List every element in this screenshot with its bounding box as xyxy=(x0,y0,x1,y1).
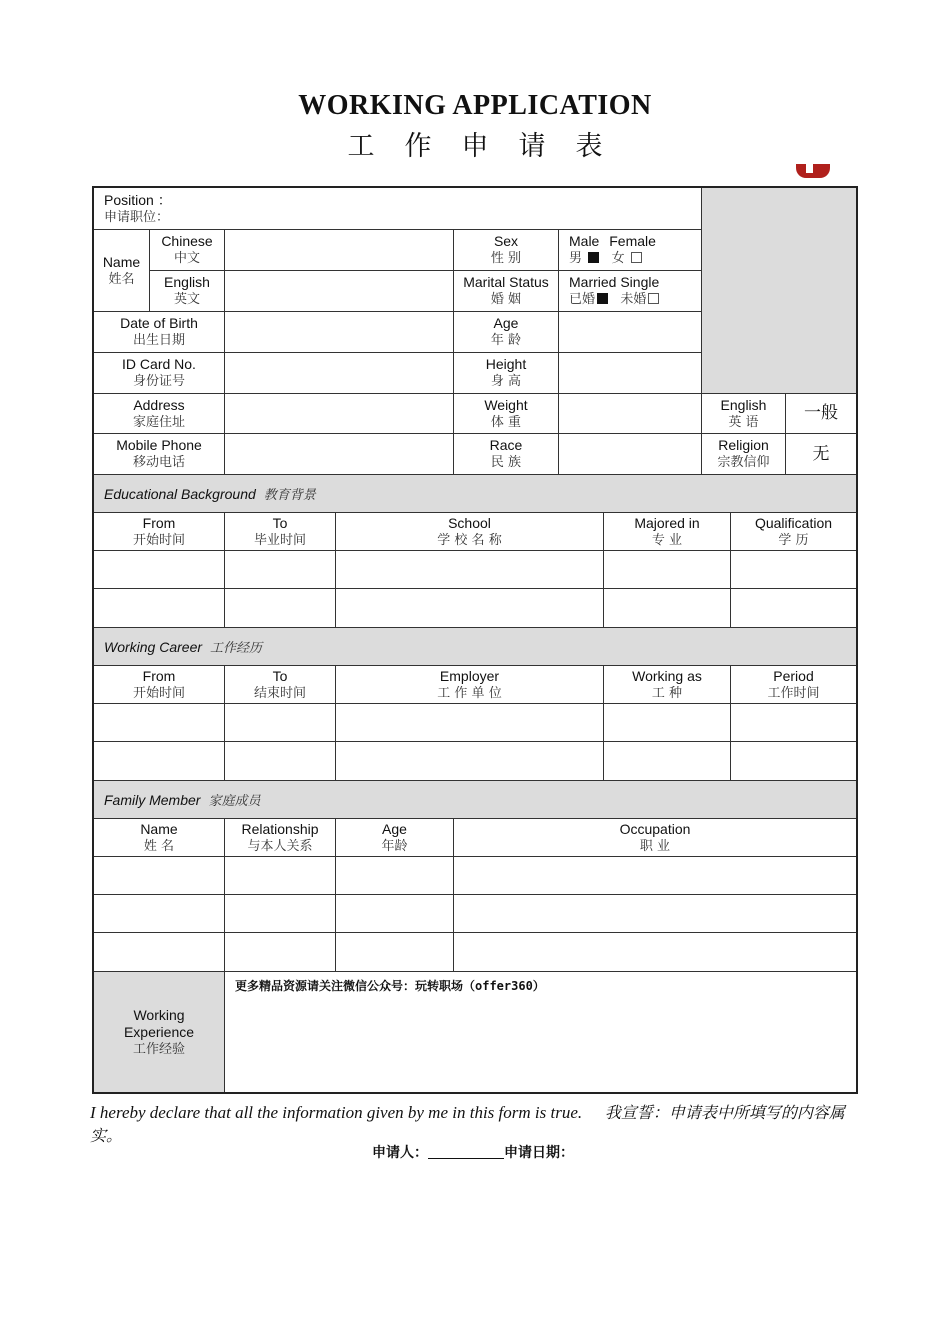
chinese-label-cn: 中文 xyxy=(173,251,200,266)
id-label: ID Card No. xyxy=(122,356,196,372)
marital-options xyxy=(559,271,702,312)
career-cell[interactable] xyxy=(731,704,856,742)
family-cell[interactable] xyxy=(454,895,856,933)
address-label-cell xyxy=(94,394,225,434)
career-col-period-cn: 工作时间 xyxy=(767,685,820,701)
edu-col-major-cn: 专 业 xyxy=(651,532,683,548)
edu-cell[interactable] xyxy=(731,551,856,589)
english-level-label-cell xyxy=(702,394,786,434)
chinese-label-cell xyxy=(150,230,225,271)
address-label: Address xyxy=(133,396,185,413)
height-label: Height xyxy=(485,356,527,372)
edu-cell[interactable] xyxy=(94,589,225,628)
career-cell[interactable] xyxy=(225,742,336,781)
experience-label-cn: 工作经验 xyxy=(132,1041,185,1057)
edu-col-qualification xyxy=(731,513,856,551)
female-checkbox[interactable] xyxy=(631,252,642,263)
declaration-cn: 我宣誓：申请表中所填写的内容属实。 xyxy=(90,1103,845,1145)
career-title-cn: 工作经历 xyxy=(210,641,263,656)
edu-col-to-en: To xyxy=(272,514,288,531)
family-col-age-en: Age xyxy=(382,820,407,837)
weight-label-cn: 体 重 xyxy=(490,414,522,430)
sex-options xyxy=(559,230,702,271)
marital-single-label: 未婚 xyxy=(620,292,647,307)
mobile-label: Mobile Phone xyxy=(116,437,202,453)
edu-col-qualification-en: Qualification xyxy=(754,514,833,531)
education-header xyxy=(94,475,856,513)
edu-cell[interactable] xyxy=(225,551,336,589)
edu-col-school-en: School xyxy=(448,514,491,531)
family-header xyxy=(94,781,856,819)
career-cell[interactable] xyxy=(604,704,731,742)
table-row xyxy=(94,589,856,628)
name-label: Name xyxy=(102,253,141,270)
family-cell[interactable] xyxy=(94,895,225,933)
family-cell[interactable] xyxy=(336,933,454,972)
age-label: Age xyxy=(493,315,519,331)
career-header xyxy=(94,628,856,666)
mobile-label-cell xyxy=(94,434,225,475)
single-checkbox[interactable] xyxy=(648,293,659,304)
edu-col-school xyxy=(336,513,604,551)
table-row xyxy=(94,895,856,933)
career-cell[interactable] xyxy=(731,742,856,781)
edu-col-from xyxy=(94,513,225,551)
religion-label-cn: 宗教信仰 xyxy=(717,455,770,470)
id-label-cn: 身份证号 xyxy=(132,374,185,389)
height-label-cell xyxy=(454,353,559,394)
family-col-name xyxy=(94,819,225,857)
table-row xyxy=(94,551,856,589)
page-title-en: WORKING APPLICATION xyxy=(298,90,652,121)
english-level-value[interactable] xyxy=(786,394,856,434)
experience-label-1: Working xyxy=(133,1006,185,1023)
mobile-input[interactable] xyxy=(225,434,454,475)
sex-male-label: 男 xyxy=(569,251,583,266)
english-label-cell xyxy=(150,271,225,312)
english-label: English xyxy=(164,274,210,290)
table-row xyxy=(94,742,856,781)
edu-col-to xyxy=(225,513,336,551)
height-input[interactable] xyxy=(559,353,702,394)
id-label-cell xyxy=(94,353,225,394)
edu-cell[interactable] xyxy=(731,589,856,628)
signature-line xyxy=(372,1142,574,1162)
position-field[interactable] xyxy=(94,188,702,230)
race-label: Race xyxy=(489,437,523,453)
family-cell[interactable] xyxy=(454,933,856,972)
edu-cell[interactable] xyxy=(336,551,604,589)
dob-input[interactable] xyxy=(225,312,454,353)
weight-input[interactable] xyxy=(559,394,702,434)
family-col-name-en: Name xyxy=(140,820,178,837)
family-cell[interactable] xyxy=(94,933,225,972)
career-col-from-en: From xyxy=(142,667,176,684)
edu-col-from-cn: 开始时间 xyxy=(132,532,185,548)
career-col-employer-en: Employer xyxy=(439,667,500,684)
career-col-to xyxy=(225,666,336,704)
married-checkbox[interactable] xyxy=(597,293,608,304)
marital-label-cn: 婚 姻 xyxy=(490,292,522,307)
family-title: Family Member xyxy=(104,791,201,808)
table-row xyxy=(94,857,856,895)
dob-label-cn: 出生日期 xyxy=(132,333,185,348)
weight-label: Weight xyxy=(484,396,528,413)
edu-col-to-cn: 毕业时间 xyxy=(253,532,306,548)
family-cell[interactable] xyxy=(94,857,225,895)
edu-cell[interactable] xyxy=(94,551,225,589)
address-input[interactable] xyxy=(225,394,454,434)
edu-cell[interactable] xyxy=(225,589,336,628)
position-label-cn: 申请职位： xyxy=(104,209,170,225)
declaration xyxy=(90,1100,870,1146)
career-col-to-en: To xyxy=(272,667,288,684)
family-col-age-cn: 年龄 xyxy=(381,838,408,854)
family-col-relationship-cn: 与本人关系 xyxy=(247,838,313,854)
family-cell[interactable] xyxy=(454,857,856,895)
career-cell[interactable] xyxy=(94,704,225,742)
family-cell[interactable] xyxy=(336,857,454,895)
sex-label: Sex xyxy=(493,233,519,249)
sex-label-cell xyxy=(454,230,559,271)
career-cell[interactable] xyxy=(94,742,225,781)
dob-label: Date of Birth xyxy=(120,315,198,331)
family-col-occupation-en: Occupation xyxy=(619,820,691,837)
male-checkbox[interactable] xyxy=(588,252,599,263)
age-input[interactable] xyxy=(559,312,702,353)
edu-cell[interactable] xyxy=(604,589,731,628)
family-col-relationship xyxy=(225,819,336,857)
family-col-occupation-cn: 职 业 xyxy=(639,838,671,854)
age-label-cn: 年 龄 xyxy=(490,333,522,348)
edu-col-major-en: Majored in xyxy=(634,514,700,531)
dob-label-cell xyxy=(94,312,225,353)
career-col-employer-cn: 工 作 单 位 xyxy=(437,685,502,701)
education-title-cn: 教育背景 xyxy=(263,488,316,503)
career-col-period-en: Period xyxy=(773,667,814,684)
sex-options-label: Male Female xyxy=(569,233,656,249)
family-col-name-cn: 姓 名 xyxy=(143,838,175,854)
english-level-text: 一般 xyxy=(804,403,838,423)
edu-col-major xyxy=(604,513,731,551)
mobile-label-cn: 移动电话 xyxy=(132,455,185,470)
sex-label-cn: 性 别 xyxy=(490,251,522,266)
declaration-en: I hereby declare that all the information given by me in this form is true. xyxy=(90,1103,583,1122)
chinese-name-input[interactable] xyxy=(225,230,454,271)
religion-text: 无 xyxy=(812,443,830,464)
career-title: Working Career xyxy=(104,638,203,655)
family-cell[interactable] xyxy=(336,895,454,933)
career-col-working-as-cn: 工 种 xyxy=(651,685,683,701)
race-label-cn: 民 族 xyxy=(490,455,522,470)
marital-label: Marital Status xyxy=(463,274,549,290)
career-col-working-as xyxy=(604,666,731,704)
name-label-cn: 姓名 xyxy=(108,271,135,287)
education-title: Educational Background xyxy=(104,485,256,502)
marital-married-label: 已婚 xyxy=(569,292,596,307)
career-col-to-cn: 结束时间 xyxy=(253,685,306,701)
weight-label-cell xyxy=(454,394,559,434)
position-label: Position ： xyxy=(104,191,172,208)
id-input[interactable] xyxy=(225,353,454,394)
logo-mark xyxy=(796,164,830,178)
english-label-cn: 英文 xyxy=(173,292,200,307)
religion-value[interactable] xyxy=(786,434,856,475)
career-cell[interactable] xyxy=(336,742,604,781)
edu-col-from-en: From xyxy=(142,514,176,531)
edu-cell[interactable] xyxy=(336,589,604,628)
career-col-from xyxy=(94,666,225,704)
marital-label-cell xyxy=(454,271,559,312)
career-cell[interactable] xyxy=(225,704,336,742)
career-col-working-as-en: Working as xyxy=(632,667,702,684)
religion-label-cell xyxy=(702,434,786,475)
application-form xyxy=(92,186,858,1094)
experience-label-2: Experience xyxy=(123,1023,195,1040)
career-col-period xyxy=(731,666,856,704)
family-col-relationship-en: Relationship xyxy=(241,820,319,837)
family-cell[interactable] xyxy=(225,857,336,895)
english-level-label: English xyxy=(720,396,767,413)
experience-content: 更多精品资源请关注微信公众号：玩转职场（offer360） xyxy=(235,979,545,993)
family-title-cn: 家庭成员 xyxy=(208,794,261,809)
applicant-input[interactable] xyxy=(428,1144,504,1159)
edu-col-qualification-cn: 学 历 xyxy=(778,532,809,548)
career-col-from-cn: 开始时间 xyxy=(132,685,185,701)
race-input[interactable] xyxy=(559,434,702,475)
family-cell[interactable] xyxy=(225,933,336,972)
english-level-label-cn: 英 语 xyxy=(728,414,759,430)
marital-options-label: Married Single xyxy=(569,274,660,290)
sex-female-label: 女 xyxy=(611,251,625,266)
table-row xyxy=(94,704,856,742)
family-col-occupation xyxy=(454,819,856,857)
english-name-input[interactable] xyxy=(225,271,454,312)
date-label: 申请日期： xyxy=(504,1145,574,1161)
experience-label-cell xyxy=(94,972,225,1092)
table-row xyxy=(94,933,856,972)
career-cell[interactable] xyxy=(604,742,731,781)
family-cell[interactable] xyxy=(225,895,336,933)
family-col-age xyxy=(336,819,454,857)
religion-label: Religion xyxy=(718,437,769,453)
address-label-cn: 家庭住址 xyxy=(132,414,185,430)
edu-cell[interactable] xyxy=(604,551,731,589)
experience-input[interactable] xyxy=(225,972,856,1092)
chinese-label: Chinese xyxy=(161,233,213,249)
career-cell[interactable] xyxy=(336,704,604,742)
career-col-employer xyxy=(336,666,604,704)
height-label-cn: 身 高 xyxy=(490,374,522,389)
race-label-cell xyxy=(454,434,559,475)
page-title-cn: 工作申请表 xyxy=(347,131,633,162)
edu-col-school-cn: 学 校 名 称 xyxy=(437,532,502,548)
age-label-cell xyxy=(454,312,559,353)
applicant-label: 申请人： xyxy=(372,1145,428,1161)
